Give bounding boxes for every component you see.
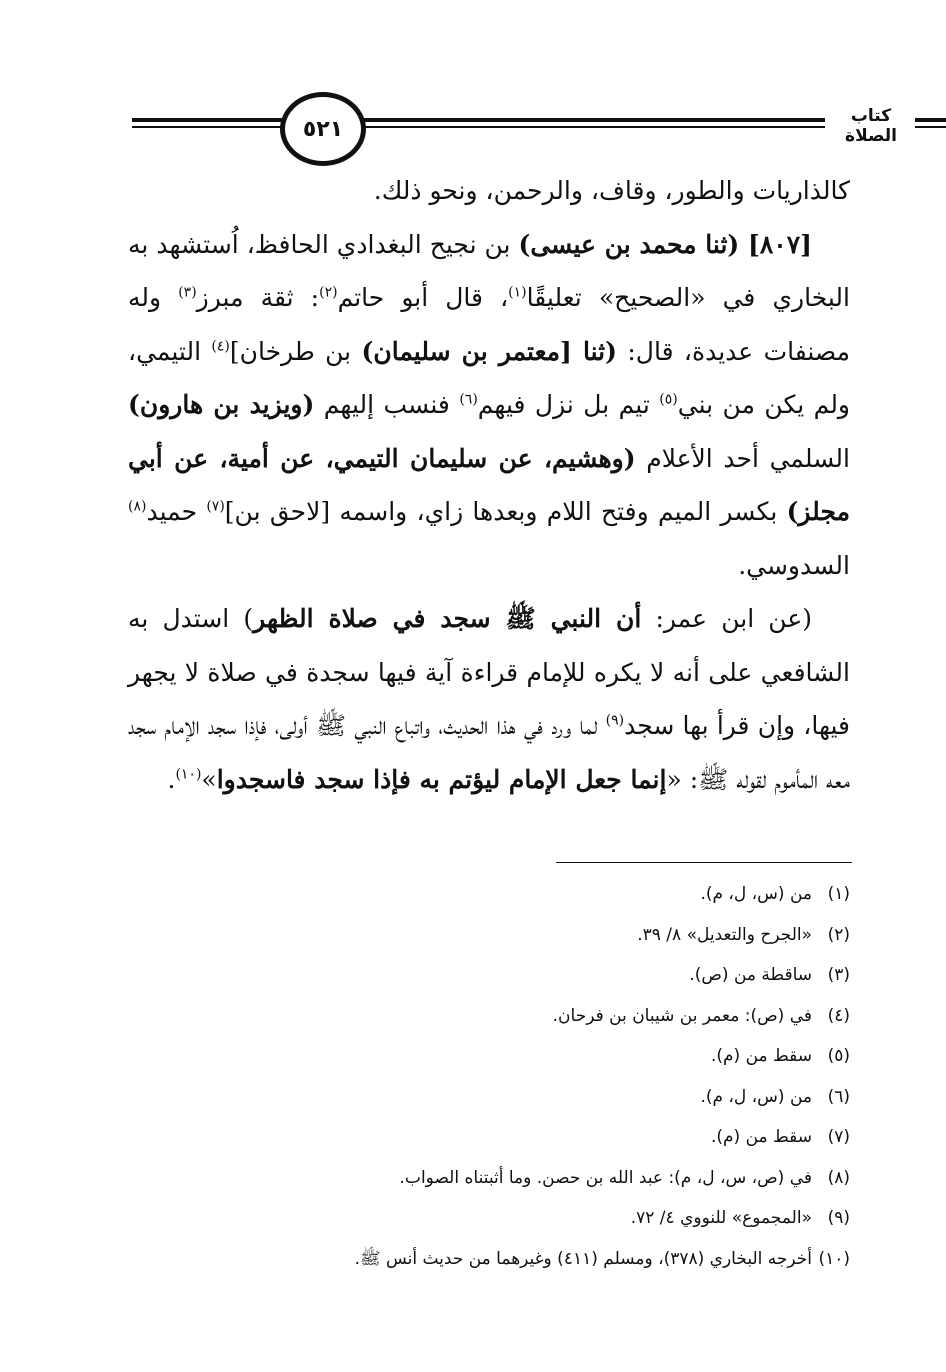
text: : ثقة مبرز	[196, 283, 320, 312]
header-rule	[355, 126, 825, 128]
footnote-text: ساقطة من (ص).	[689, 965, 812, 985]
footnote-ref: (٥)	[659, 391, 678, 408]
footnote-ref: (٩)	[605, 712, 625, 729]
text: »	[201, 764, 217, 794]
footnote-ref: (١٠)	[175, 766, 202, 783]
footnote-ref: (٨)	[128, 498, 147, 515]
text: حميد	[146, 497, 207, 526]
footnote	[128, 915, 850, 956]
footnote-number: (٧)	[827, 1127, 850, 1147]
text-line: كالذاريات والطور، وقاف، والرحمن، ونحو ذلك.	[373, 176, 850, 205]
text: السلمي أحد الأعلام	[635, 443, 850, 473]
footnote-ref: (٣)	[178, 284, 197, 301]
footnote-number: (٨)	[827, 1167, 850, 1188]
text: وله مصنفات عديدة، قال:	[128, 283, 850, 366]
text: .	[167, 764, 176, 794]
footnote-text: أخرجه البخاري (٣٧٨)، ومسلم (٤١١) وغيرهما من حديث أنس ﷺ.	[354, 1248, 812, 1269]
text: ) استدل به الشافعي على أنه لا يكره للإمام قراءة آية فيها سجدة في صلاة لا يجهر فيها، وإن قرأ بها سجد	[128, 604, 851, 740]
bold-text: إنما جعل الإمام ليؤتم به فإذا سجد فاسجدوا	[216, 764, 667, 794]
text: السدوسي.	[738, 550, 850, 580]
text: تيم بل نزل فيهم	[477, 390, 660, 419]
chapter-title: كتاب الصلاة	[845, 106, 897, 146]
paragraph	[128, 164, 850, 218]
footnote-text: «المجموع» للنووي ٤/ ٧٢.	[630, 1208, 812, 1228]
entry-number: [٨٠٧]	[739, 229, 812, 259]
text: ، قال أبو حاتم	[337, 283, 509, 312]
footnote-number: (٥)	[827, 1046, 850, 1066]
page-number: ٥٢١	[280, 92, 366, 166]
bold-text: أن النبي ﷺ سجد في صلاة الظهر	[253, 604, 642, 633]
footnote-ref: (١)	[508, 284, 527, 301]
footnote-number: (٩)	[827, 1208, 850, 1228]
footnote-number: (٣)	[827, 965, 850, 985]
paragraph-ibn-umar	[128, 592, 850, 806]
header-rule	[355, 118, 825, 122]
footnote-text: «الجرح والتعديل» ٨/ ٣٩.	[637, 924, 812, 945]
footnote-ref: (٤)	[211, 338, 230, 355]
footnote-number: (٢)	[827, 924, 850, 945]
text: فنسب إليهم	[314, 390, 460, 419]
main-text	[128, 164, 850, 806]
text: (عن ابن عمر:	[641, 604, 812, 633]
bold-text: (ثنا محمد بن عيسى)	[518, 229, 740, 259]
paragraph-807	[128, 218, 850, 593]
header-rule	[132, 126, 288, 128]
header-rule	[132, 118, 288, 122]
footnote	[128, 1077, 850, 1118]
footnote-ref: (٢)	[319, 284, 338, 301]
header-rule	[915, 118, 946, 122]
text: التيمي، ولم يكن من بني	[128, 336, 851, 419]
footnote-number: (١)	[827, 884, 850, 904]
footnote	[128, 1239, 850, 1280]
header-rule	[915, 126, 946, 128]
footnote-text: في (ص، س، ل، م): عبد الله بن حصن. وما أثبتناه الصواب.	[399, 1167, 812, 1188]
footnote	[128, 1117, 850, 1158]
footnote-ref: (٧)	[206, 498, 225, 515]
footnotes	[128, 874, 850, 1279]
footnote	[128, 996, 850, 1037]
text: بن طرخان]	[229, 336, 362, 366]
footnote	[128, 955, 850, 996]
footnote-text: من (س، ل، م).	[700, 884, 812, 904]
footnote-number: (٦)	[827, 1086, 850, 1107]
bold-text: (ويزيد بن هارون)	[128, 390, 315, 419]
footnote	[128, 1198, 850, 1239]
footnote-separator	[556, 862, 852, 863]
footnote-text: سقط من (م).	[710, 1127, 812, 1147]
footnote-text: سقط من (م).	[710, 1046, 812, 1066]
text: لما ورد في هذا الحديث، واتباع النبي ﷺ أولى، فإذا سجد الإمام سجد معه المأموم لقوله ﷺ: «	[128, 711, 850, 794]
footnote-text: من (س، ل، م).	[700, 1086, 812, 1107]
page-header	[120, 88, 897, 168]
text: بن نجيح البغدادي الحافظ، اُستشهد به البخاري في «الصحيح» تعليقًا	[128, 229, 850, 312]
footnote-number: (١٠)	[818, 1248, 850, 1269]
text: بكسر الميم وفتح اللام وبعدها زاي، واسمه [لاحق بن]	[224, 497, 787, 526]
footnote-text: في (ص): معمر بن شيبان بن فرحان.	[552, 1005, 812, 1026]
footnote	[128, 1158, 850, 1199]
footnote-ref: (٦)	[459, 391, 478, 408]
bold-text: (ثنا [معتمر بن سليمان)	[361, 336, 617, 366]
footnote	[128, 1036, 850, 1077]
footnote-number: (٤)	[827, 1005, 850, 1026]
bold-text: (وهشيم، عن سليمان التيمي، عن أمية، عن أبي مجلز)	[128, 443, 850, 526]
footnote	[128, 874, 850, 915]
